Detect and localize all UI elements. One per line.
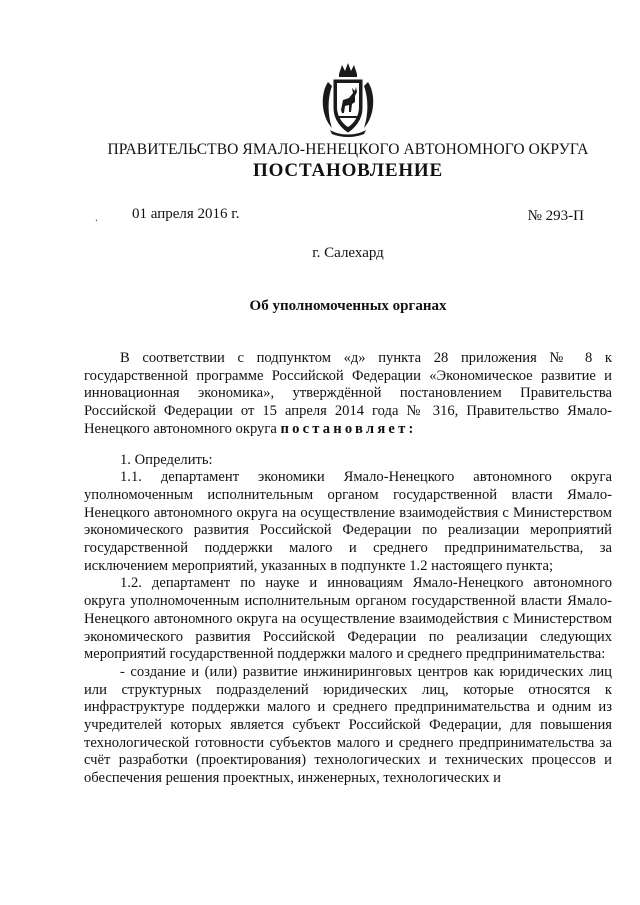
item-1-2: 1.2. департамент по науке и инновациям Ямало-Ненецкого автономного округа уполномоченным исполнительным органом государственной власти Ямало-Ненецкого автономного округа на осуществление взаимодействия с Министерством экономического развития Российской Федерации по реализации следующих мероприятий государственной поддержки малого и среднего предпринимательства:: [84, 575, 612, 663]
document-body: [84, 350, 612, 788]
coat-of-arms-emblem: [318, 60, 378, 138]
item-1-1: 1.1. департамент экономики Ямало-Ненецкого автономного округа уполномоченным исполнительным органом государственной власти Ямало-Ненецкого автономного округа на осуществление взаимодействия с Министерством экономического развития Российской Федерации по реализации мероприятий государственной поддержки малого и среднего предпринимательства, за исключением мероприятий, указанных в подпункте 1.2 настоящего пункта;: [84, 469, 612, 574]
document-type-heading: ПОСТАНОВЛЕНИЕ: [253, 160, 443, 181]
preamble-paragraph: [84, 350, 612, 439]
document-subject: Об уполномоченных органах: [249, 298, 447, 314]
document-city: г. Салехард: [312, 245, 384, 261]
preamble-verb: постановляет:: [280, 420, 417, 437]
document-date: 01 апреля 2016 г.: [132, 206, 240, 222]
document-number: № 293-П: [527, 208, 584, 224]
government-title: ПРАВИТЕЛЬСТВО ЯМАЛО-НЕНЕЦКОГО АВТОНОМНОГО ОКРУГА: [107, 141, 589, 158]
margin-dot: .: [95, 210, 98, 224]
item-1: 1. Определить:: [120, 451, 213, 468]
preamble-text: В соответствии с подпунктом «д» пункта 28 приложения № 8 к государственной программе Российской Федерации «Экономическое развитие и инновационная экономика», утверждённой постановлением Правительства Российской Федерации от 15 апреля 2014 года № 316, Правительство Ямало-Ненецкого автономного округа: [84, 350, 612, 437]
bullet-1: - создание и (или) развитие инжиниринговых центров как юридических лиц или структурных подразделений юридических лиц, которые относятся к инфраструктуре поддержки малого и среднего предпринимательства и одним из учредителей которых является субъект Российской Федерации, для повышения технологической готовности субъектов малого и среднего предпринимательства за счёт разработки (проектирования) технологических и технических процессов и обеспечения решения проектных, инженерных, технологических и: [84, 663, 612, 787]
